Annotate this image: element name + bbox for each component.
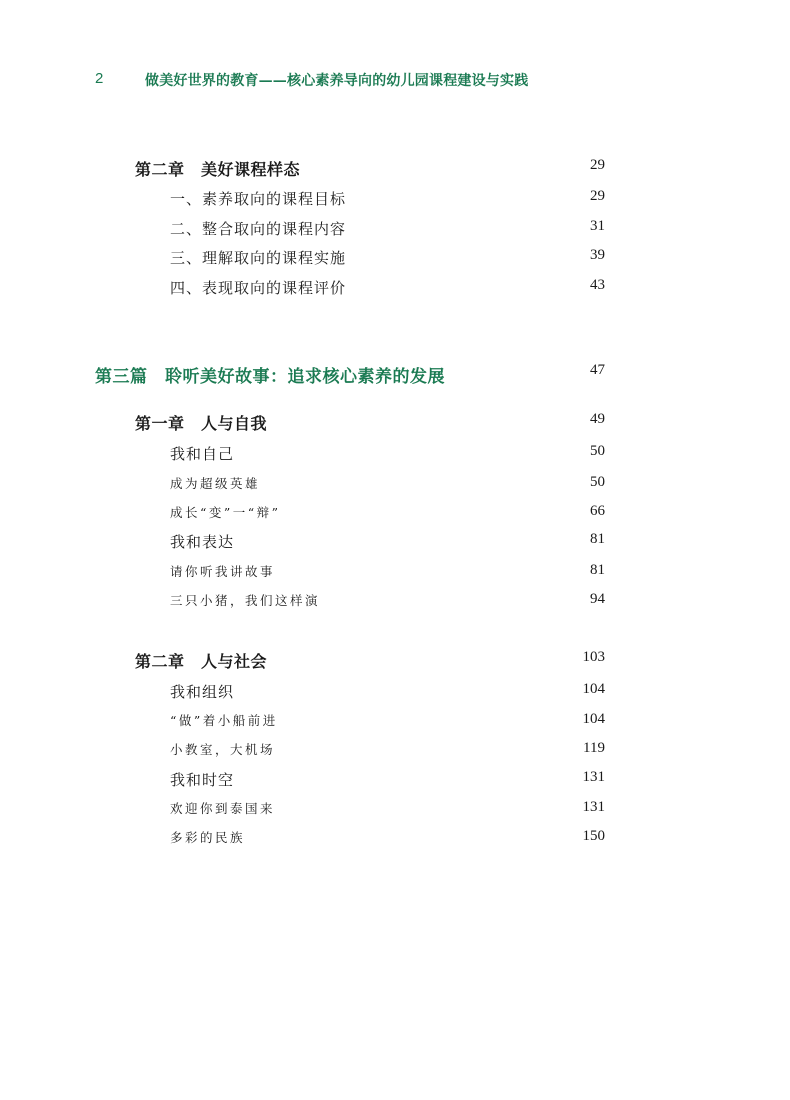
- toc-label: 成长“变”一“辩”: [170, 505, 281, 520]
- toc-page: 131: [582, 769, 605, 785]
- toc-chapter: [0, 411, 790, 437]
- toc-subsection: [0, 799, 790, 825]
- toc-page: 66: [590, 503, 605, 519]
- toc-page: 104: [582, 711, 605, 727]
- toc-page: 29: [590, 188, 605, 204]
- toc-label: 第一章 人与自我: [135, 414, 268, 433]
- toc-label: 欢迎你到泰国来: [170, 801, 276, 816]
- toc-page: 50: [590, 443, 605, 459]
- toc-page: 39: [590, 247, 605, 263]
- toc-page: 81: [590, 531, 605, 547]
- toc-section: [0, 188, 790, 214]
- toc-subsection: [0, 591, 790, 617]
- toc-label: 第二章 美好课程样态: [135, 160, 301, 179]
- toc-page: 31: [590, 218, 605, 234]
- toc-section: [0, 277, 790, 303]
- toc-label: 多彩的民族: [170, 830, 246, 845]
- page-number: 2: [95, 70, 104, 87]
- toc-chapter: [0, 649, 790, 675]
- toc-section: [0, 531, 790, 557]
- toc-label: 二、整合取向的课程内容: [170, 220, 347, 238]
- toc-label: 我和组织: [170, 683, 235, 701]
- toc-label: “做”着小船前进: [170, 713, 278, 728]
- toc-page: 47: [590, 362, 605, 378]
- toc-page: 43: [590, 277, 605, 293]
- toc-subsection: [0, 474, 790, 500]
- toc-page: 49: [590, 411, 605, 427]
- toc-page: 94: [590, 591, 605, 607]
- toc-page: 131: [582, 799, 605, 815]
- toc-section: [0, 247, 790, 273]
- toc-part: [0, 362, 790, 388]
- toc-page: 81: [590, 562, 605, 578]
- toc-subsection: [0, 740, 790, 766]
- toc-label: 我和时空: [170, 771, 235, 789]
- toc-label: 成为超级英雄: [170, 476, 261, 491]
- toc-label: 一、素养取向的课程目标: [170, 190, 347, 208]
- toc-label: 我和表达: [170, 533, 235, 551]
- toc-label: 三只小猪，我们这样演: [170, 593, 321, 608]
- toc-section: [0, 218, 790, 244]
- toc-label: 四、表现取向的课程评价: [170, 279, 347, 297]
- toc-label: 请你听我讲故事: [170, 564, 276, 579]
- toc-page: 50: [590, 474, 605, 490]
- book-title: 做美好世界的教育——核心素养导向的幼儿园课程建设与实践: [145, 73, 529, 89]
- toc-label: 小教室，大机场: [170, 742, 276, 757]
- toc-page: 29: [590, 157, 605, 173]
- toc-chapter: [0, 157, 790, 183]
- toc-subsection: [0, 503, 790, 529]
- toc-label: 三、理解取向的课程实施: [170, 249, 347, 267]
- toc-section: [0, 681, 790, 707]
- toc-label: 我和自己: [170, 445, 235, 463]
- running-header: [95, 70, 730, 92]
- toc-label: 第三篇 聆听美好故事：追求核心素养的发展: [95, 367, 445, 387]
- toc-label: 第二章 人与社会: [135, 652, 268, 671]
- toc-section: [0, 443, 790, 469]
- toc-section: [0, 769, 790, 795]
- toc-subsection: [0, 828, 790, 854]
- toc-subsection: [0, 711, 790, 737]
- toc-page: 150: [582, 828, 605, 844]
- toc-page: 103: [582, 649, 605, 665]
- toc-page: 104: [582, 681, 605, 697]
- toc-page: 119: [583, 740, 605, 756]
- toc-subsection: [0, 562, 790, 588]
